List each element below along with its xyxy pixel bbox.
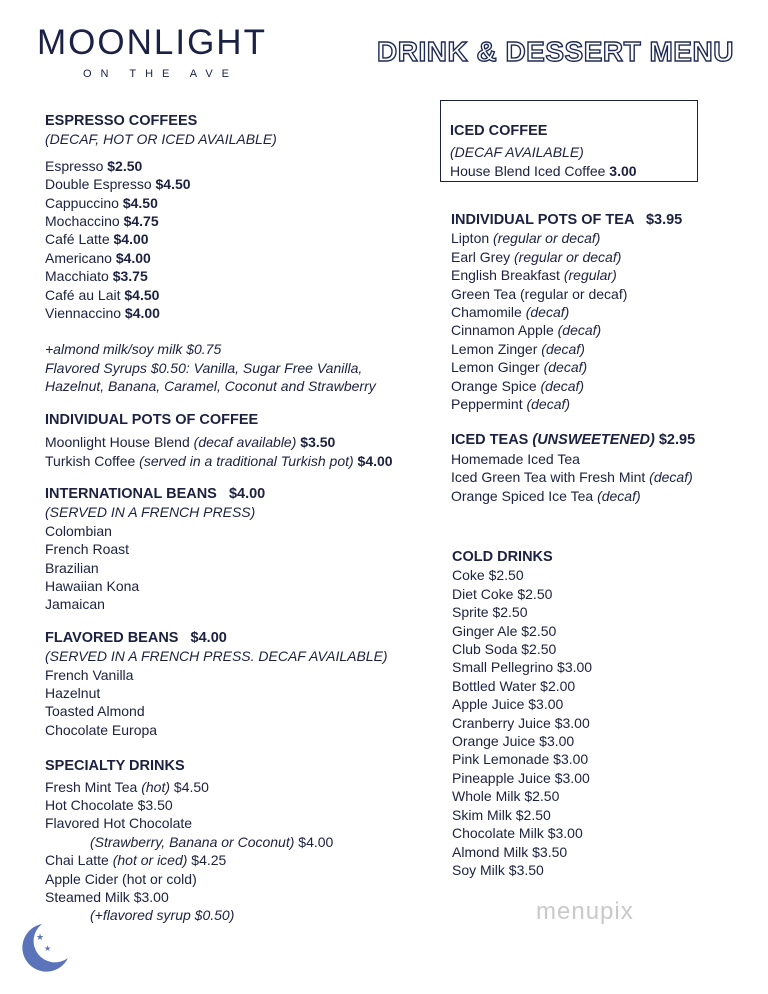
list-item: Sprite $2.50 (452, 604, 528, 621)
list-item: Whole Milk $2.50 (452, 788, 560, 805)
list-item (45, 249, 435, 267)
list-item: Jamaican (45, 596, 105, 613)
item-note: (decaf) (597, 487, 641, 504)
cold-drinks-heading: COLD DRINKS (452, 549, 553, 565)
list-item: Hawaiian Kona (45, 577, 140, 594)
list-item: (+flavored syrup $0.50) (90, 907, 235, 924)
item-name: Peppermint (451, 396, 527, 413)
item-price: $3.75 (112, 268, 148, 285)
specialty-heading: SPECIALTY DRINKS (45, 758, 185, 775)
item-note: (decaf) (526, 396, 571, 413)
list-item: Brazilian (45, 559, 99, 576)
flav-beans-heading: FLAVORED BEANS $4.00 (45, 629, 227, 646)
item-note: (decaf) (557, 322, 602, 339)
list-item (451, 266, 751, 284)
logo-subtitle: ON THE AVE (83, 68, 239, 80)
item-name: Mochaccino (45, 213, 120, 230)
flav-beans-note: (SERVED IN A FRENCH PRESS. DECAF AVAILABLE) (45, 648, 388, 665)
list-item (451, 358, 751, 376)
list-item: Almond Milk $3.50 (452, 843, 568, 860)
list-item: Skim Milk $2.50 (452, 806, 551, 823)
cold-drinks-list (452, 566, 712, 879)
list-item (451, 303, 751, 321)
list-item (451, 395, 751, 413)
iced-coffee-note: (DECAF AVAILABLE) (450, 144, 584, 161)
list-item: Fresh Mint Tea (hot) $4.50 (45, 778, 209, 795)
item-name: Earl Grey (451, 248, 515, 265)
item-price: $4.00 (115, 249, 151, 266)
item-name: Cappuccino (45, 194, 119, 211)
item-note: (decaf) (540, 377, 585, 394)
iced-teas-heading: ICED TEAS (UNSWEETENED) $2.95 (451, 432, 696, 449)
list-item (45, 230, 435, 248)
list-item (45, 267, 435, 285)
list-item (451, 450, 751, 468)
list-item (45, 212, 435, 230)
list-item (451, 248, 751, 266)
list-item: Orange Juice $3.00 (452, 733, 575, 750)
item-name: Orange Spice (451, 377, 541, 394)
item-price: $4.00 (124, 305, 160, 322)
list-item: Steamed Milk $3.00 (45, 889, 169, 906)
list-item: Colombian (45, 522, 112, 539)
item-name: Iced Green Tea with Fresh Mint (451, 469, 650, 486)
espresso-heading: ESPRESSO COFFEES (45, 113, 198, 129)
item-name: Café au Lait (45, 286, 121, 303)
item-name: English Breakfast (451, 267, 564, 284)
item-price: $4.50 (122, 194, 158, 211)
espresso-note: (DECAF, HOT OR ICED AVAILABLE) (45, 131, 277, 148)
star-icon: ★ (30, 947, 36, 954)
item-name: Viennaccino (45, 305, 122, 322)
list-item: Diet Coke $2.50 (452, 585, 553, 602)
list-item: Hot Chocolate $3.50 (45, 797, 173, 813)
watermark: menupix (536, 898, 634, 925)
item-name: Lipton (451, 230, 494, 247)
list-item (451, 285, 751, 303)
list-item (451, 340, 751, 358)
list-item: Moonlight House Blend (decaf available) $3.50 (45, 434, 336, 451)
intl-beans-note: (SERVED IN A FRENCH PRESS) (45, 504, 256, 521)
list-item: Turkish Coffee (served in a traditional Turkish pot) $4.00 (45, 452, 393, 469)
item-note: (decaf) (543, 359, 588, 376)
cold-drinks-section (452, 548, 712, 879)
list-item: Pink Lemonade $3.00 (452, 751, 589, 768)
iced-tea-list (451, 450, 751, 505)
iced-coffee-section (450, 122, 690, 180)
list-item (45, 175, 435, 193)
list-item: Soy Milk $3.50 (452, 861, 544, 878)
syrup-extra: Flavored Syrups $0.50: Vanilla, Sugar Free Vanilla, (45, 359, 363, 376)
list-item (451, 487, 751, 505)
pots-coffee-heading: INDIVIDUAL POTS OF COFFEE (45, 411, 259, 428)
item-note: (decaf) (525, 304, 570, 321)
logo (37, 23, 277, 80)
list-item (45, 157, 435, 175)
item-note: (regular or decaf) (493, 230, 601, 247)
star-icon: ★ (44, 944, 52, 953)
list-item (45, 304, 435, 322)
list-item (451, 468, 751, 486)
item-note: (decaf) (649, 469, 693, 486)
list-item: House Blend Iced Coffee 3.00 (450, 162, 637, 179)
list-item: French Roast (45, 541, 130, 558)
item-price: $4.50 (124, 286, 160, 303)
item-name: Americano (45, 249, 112, 266)
list-item (451, 321, 751, 339)
list-item (451, 377, 751, 395)
list-item (451, 229, 751, 247)
item-name: Chamomile (451, 304, 526, 321)
list-item: Chocolate Milk $3.00 (452, 825, 583, 842)
item-name: Café Latte (45, 231, 110, 248)
item-name: Macchiato (45, 268, 109, 285)
list-item: Club Soda $2.50 (452, 641, 557, 658)
espresso-list (45, 157, 435, 323)
item-name: Lemon Ginger (451, 359, 544, 376)
list-item: (Strawberry, Banana or Coconut) $4.00 (90, 833, 334, 850)
list-item: Apple Cider (hot or cold) (45, 870, 197, 887)
item-name: Espresso (45, 157, 104, 174)
list-item: Cranberry Juice $3.00 (452, 714, 590, 731)
list-item: Pineapple Juice $3.00 (452, 769, 590, 786)
item-name: Cinnamon Apple (451, 322, 558, 339)
list-item (45, 194, 435, 212)
left-column (45, 112, 435, 925)
item-name: Green Tea (regular or decaf) (451, 285, 628, 302)
right-column (451, 211, 751, 505)
moon-icon (12, 918, 72, 978)
syrup-extra-2: Hazelnut, Banana, Caramel, Coconut and Strawberry (45, 378, 376, 395)
list-item: Chai Latte (hot or iced) $4.25 (45, 852, 227, 869)
intl-beans-heading: INTERNATIONAL BEANS $4.00 (45, 485, 266, 502)
item-note: (regular or decaf) (514, 248, 622, 265)
list-item: Bottled Water $2.00 (452, 677, 576, 694)
list-item: Flavored Hot Chocolate (45, 815, 193, 832)
list-item: Ginger Ale $2.50 (452, 622, 557, 639)
star-icon: ★ (36, 933, 45, 943)
tea-list (451, 229, 751, 413)
item-note: (decaf) (541, 340, 585, 357)
item-note: (regular) (563, 267, 617, 284)
menu-title: DRINK & DESSERT MENU (377, 36, 734, 67)
list-item: Chocolate Europa (45, 721, 158, 738)
list-item: Hazelnut (45, 684, 101, 701)
list-item: French Vanilla (45, 666, 134, 683)
item-name: Homemade Iced Tea (451, 450, 580, 467)
item-price: $2.50 (107, 157, 143, 174)
list-item: Coke $2.50 (452, 567, 524, 584)
list-item: Small Pellegrino $3.00 (452, 659, 593, 676)
list-item: Apple Juice $3.00 (452, 696, 564, 713)
tea-pots-heading: INDIVIDUAL POTS OF TEA $3.95 (451, 212, 683, 228)
item-price: $4.00 (113, 231, 149, 248)
list-item: Toasted Almond (45, 703, 145, 720)
item-price: $4.75 (123, 213, 159, 230)
list-item (45, 286, 435, 304)
logo-wordmark: MOONLIGHT (37, 23, 267, 62)
milk-extra: +almond milk/soy milk $0.75 (45, 341, 222, 358)
item-price: $4.50 (155, 176, 191, 193)
iced-coffee-heading: ICED COFFEE (450, 123, 548, 139)
item-name: Orange Spiced Ice Tea (451, 487, 598, 504)
intl-beans-list (45, 522, 435, 614)
flav-beans-list (45, 666, 435, 740)
item-name: Lemon Zinger (451, 340, 542, 357)
item-name: Double Espresso (45, 176, 152, 193)
